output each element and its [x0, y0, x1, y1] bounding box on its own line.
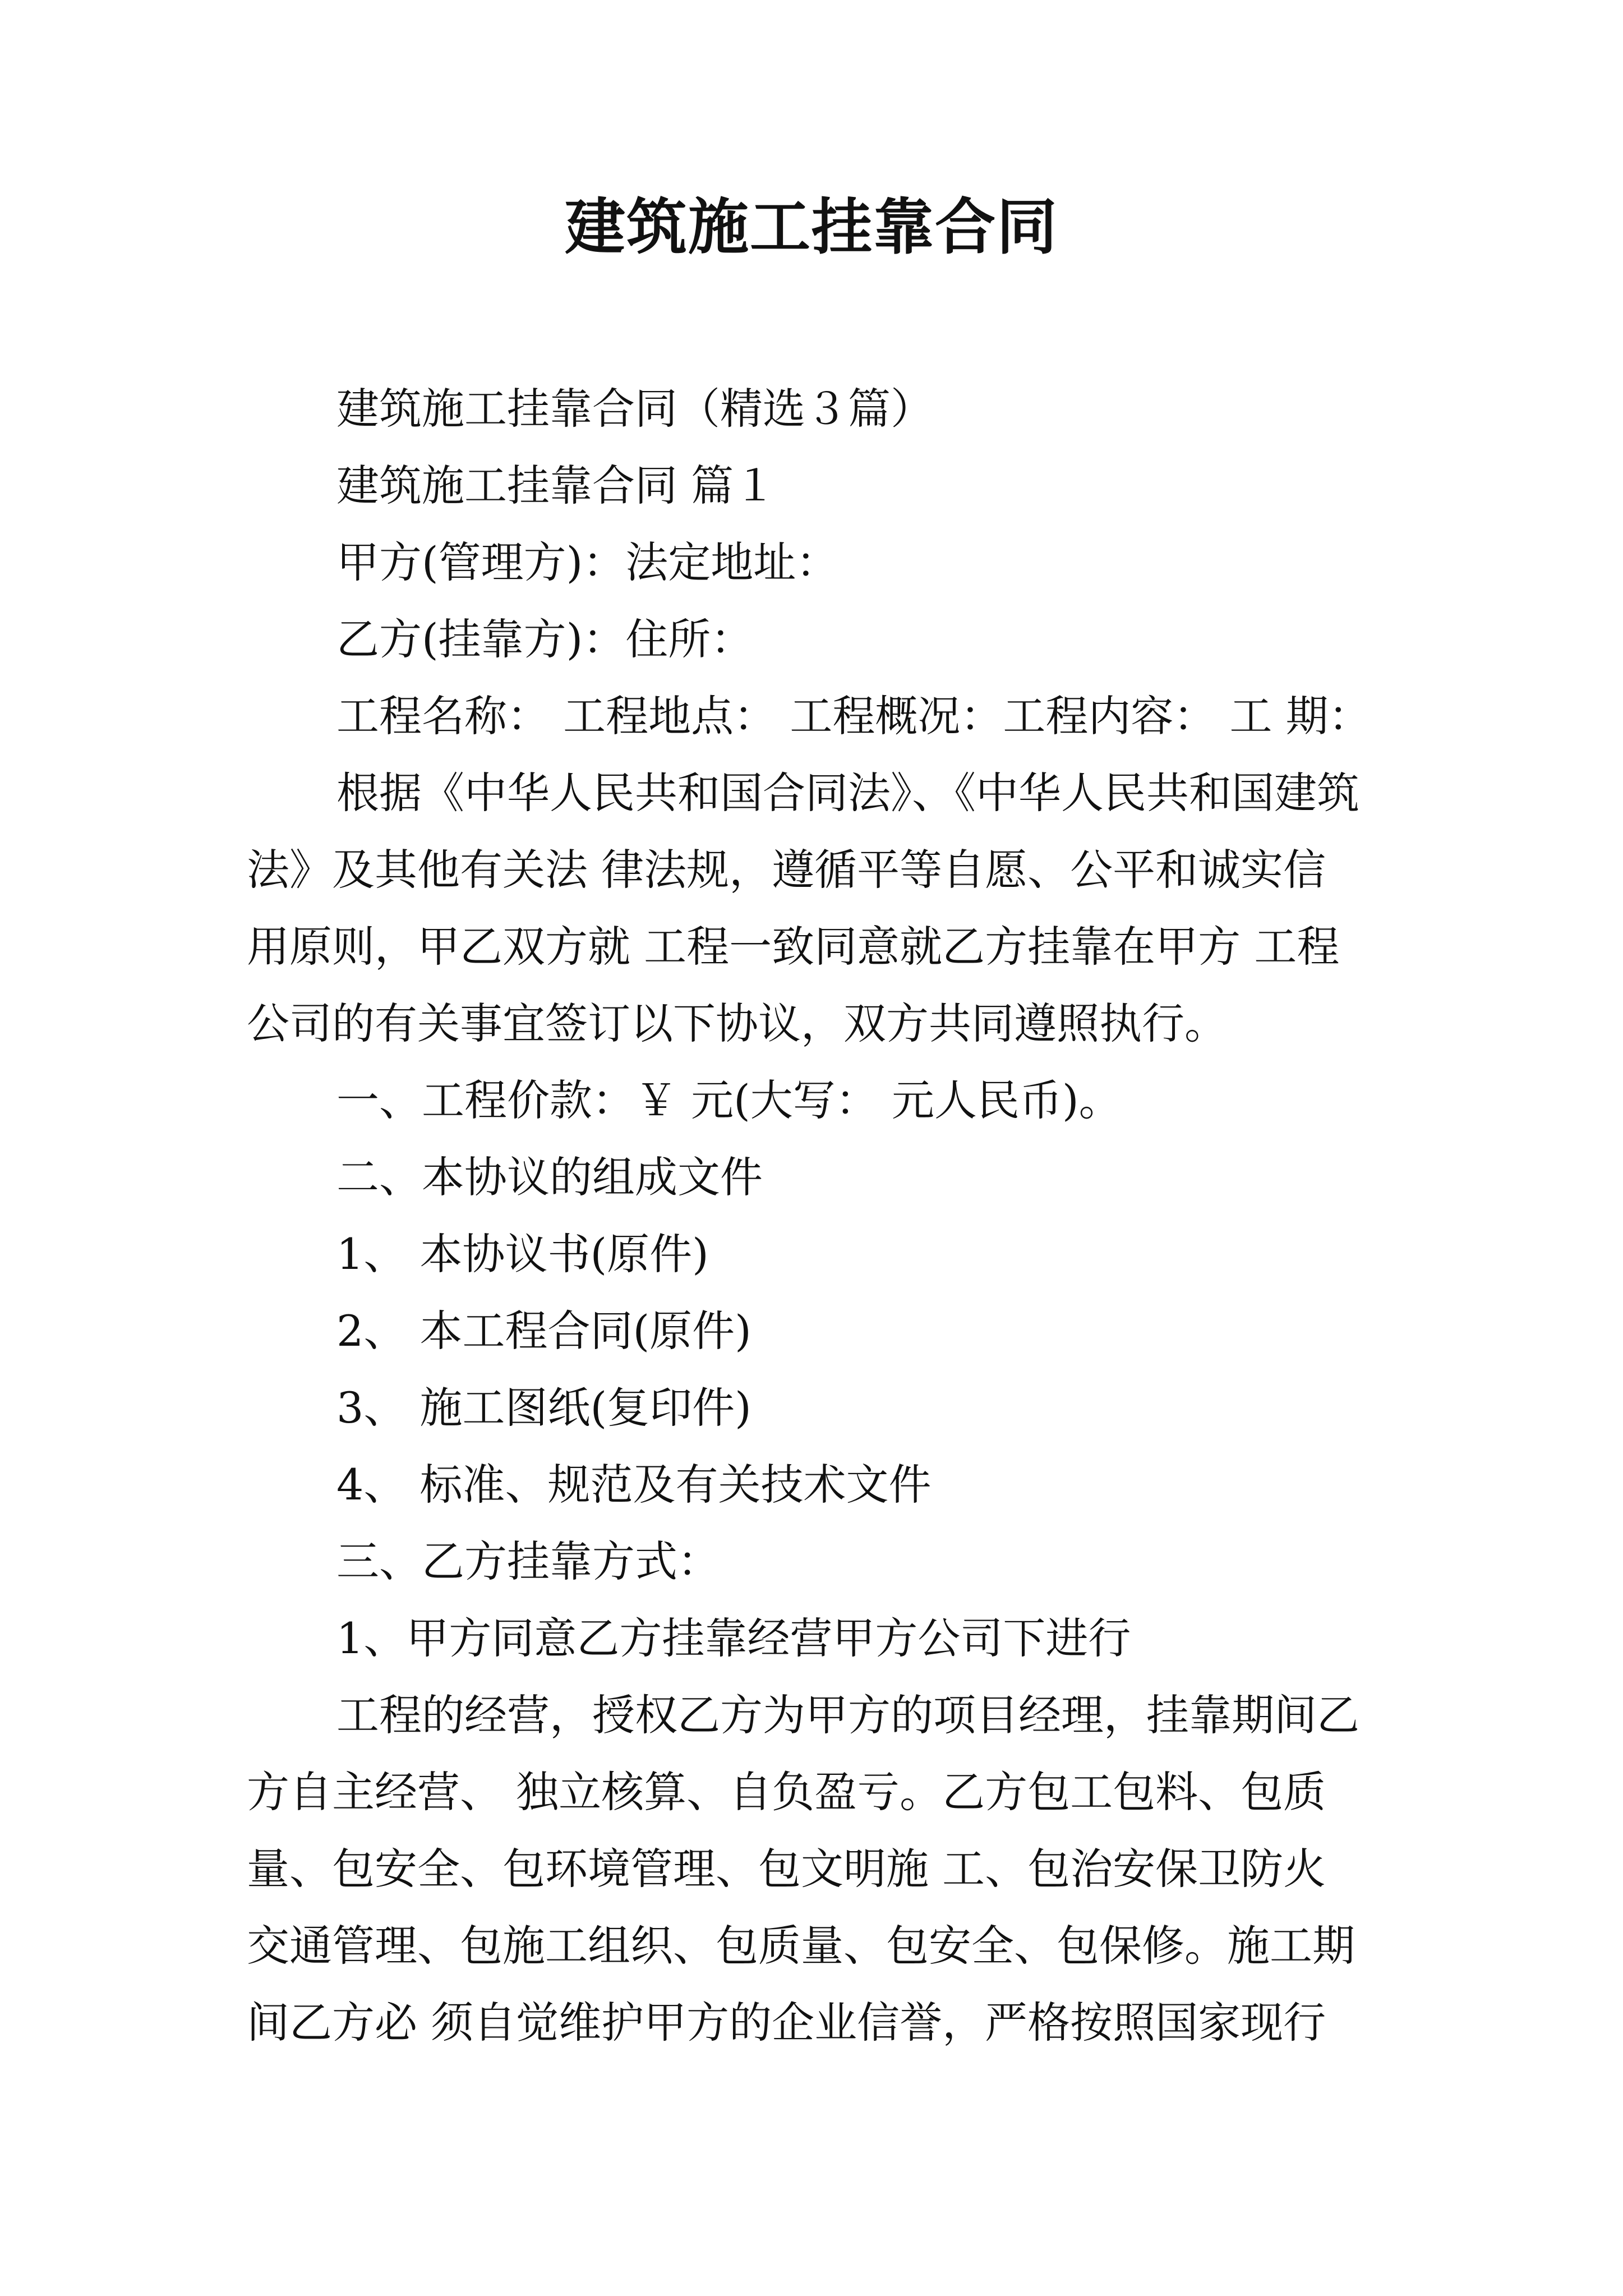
document-line: 法》及其他有关法 律法规，遵循平等自愿、公平和诚实信: [247, 845, 1326, 895]
document-line: 一、工程价款：￥ 元(大写： 元人民币)。: [336, 1075, 1122, 1125]
document-line: 建筑施工挂靠合同 篇１: [336, 461, 777, 510]
document-line: 二、本协议的组成文件: [336, 1152, 763, 1202]
document-line: 量、包安全、包环境管理、包文明施 工、包治安保卫防火: [247, 1844, 1326, 1894]
document-line: 建筑施工挂靠合同（精选３篇）: [336, 384, 933, 434]
document-line: 3、 施工图纸(复印件): [336, 1383, 751, 1433]
document-line: 1、甲方同意乙方挂靠经营甲方公司下进行: [336, 1613, 1131, 1663]
document-line: 交通管理、包施工组织、包质量、包安全、包保修。施工期: [247, 1921, 1355, 1971]
document-line: 根据《中华人民共和国合同法》、《中华人民共和国建筑: [336, 768, 1359, 818]
document-body: [247, 370, 1391, 2061]
document-line: 2、 本工程合同(原件): [336, 1306, 751, 1356]
document-line: 1、 本协议书(原件): [336, 1229, 709, 1279]
document-line: 甲方(管理方)：法定地址：: [336, 537, 839, 587]
document-title: 建筑施工挂靠合同: [564, 192, 1058, 263]
document-line: 方自主经营、 独立核算、自负盈亏。乙方包工包料、包质: [247, 1767, 1326, 1817]
document-line: 工程名称： 工程地点： 工程概况：工程内容： 工 期：: [336, 691, 1371, 741]
document-line: 用原则，甲乙双方就 工程一致同意就乙方挂靠在甲方 工程: [247, 922, 1340, 972]
document-line: 4、 标准、规范及有关技术文件: [336, 1460, 932, 1510]
document-line: 公司的有关事宜签订以下协议，双方共同遵照执行。: [247, 999, 1227, 1048]
document-line: 乙方(挂靠方)：住所：: [336, 614, 754, 664]
document-line: 三、乙方挂靠方式：: [336, 1536, 720, 1586]
document-line: 间乙方必 须自觉维护甲方的企业信誉，严格按照国家现行: [247, 1998, 1326, 2047]
document-line: 工程的经营，授权乙方为甲方的项目经理，挂靠期间乙: [336, 1690, 1359, 1740]
